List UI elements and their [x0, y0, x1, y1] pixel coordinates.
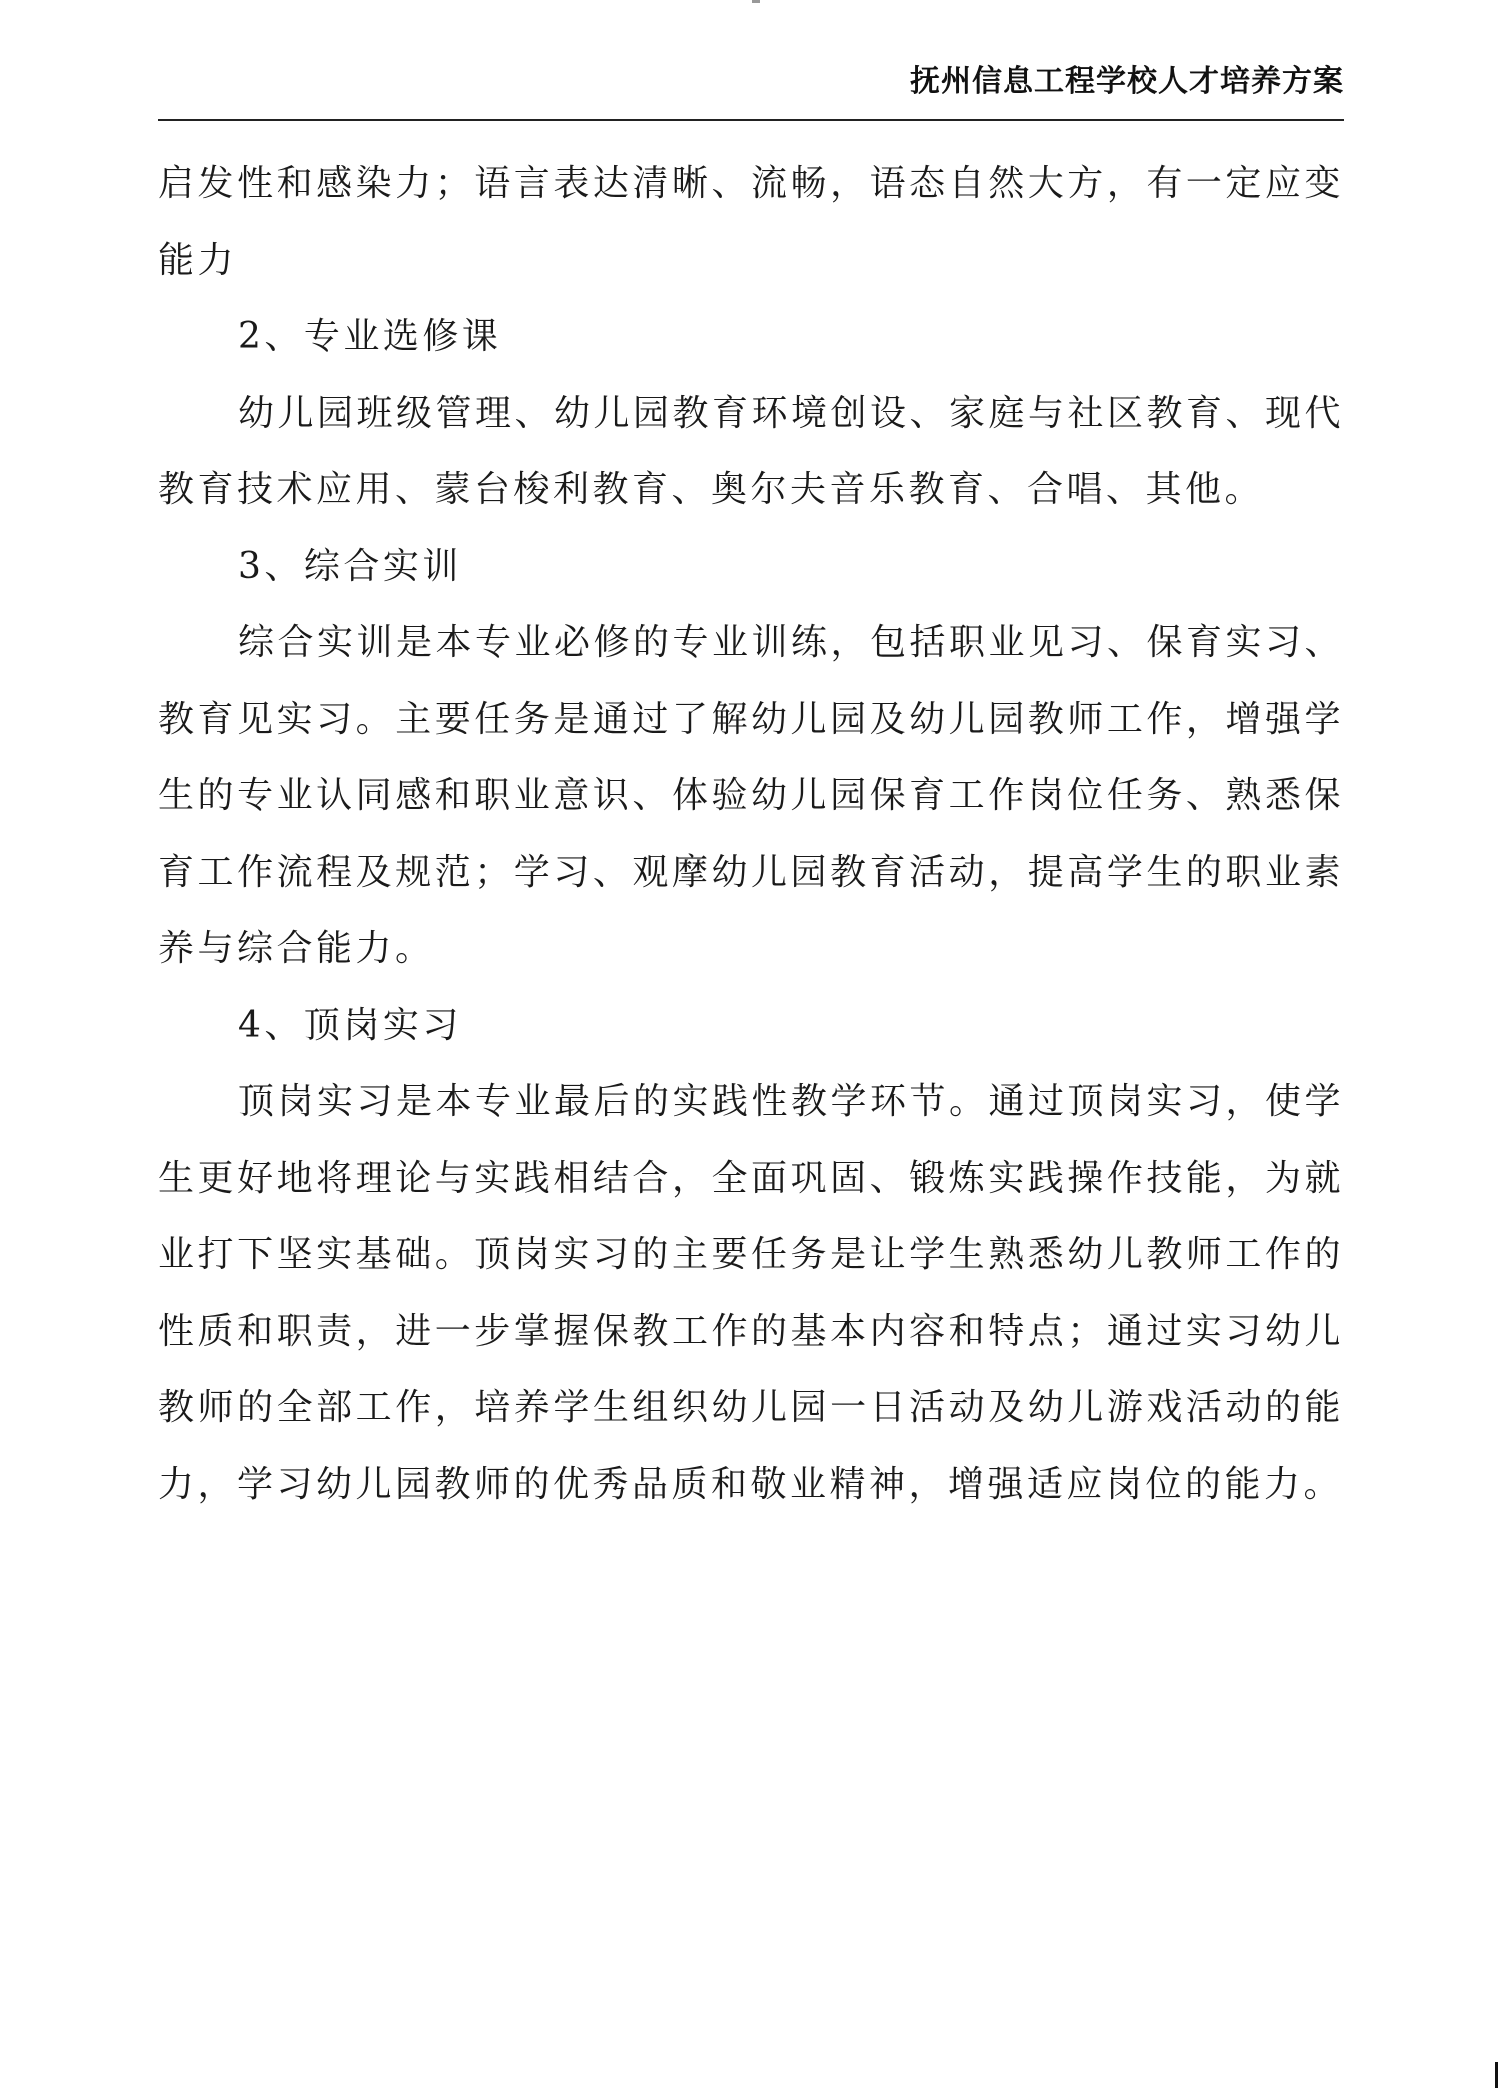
paragraph-internship: 顶岗实习是本专业最后的实践性教学环节。通过顶岗实习，使学生更好地将理论与实践相结合，全面巩固、锻炼实践操作技能，为就业打下坚实基础。顶岗实习的主要任务是让学生熟悉幼儿教师工作的性质和职责，进一步掌握保教工作的基本内容和特点；通过实习幼儿教师的全部工作，培养学生组织幼儿园一日活动及幼儿游戏活动的能力，学习幼儿园教师的优秀品质和敬业精神，增强适应岗位的能力。: [158, 1081, 1345, 1505]
section-heading-comprehensive-training: 3、综合实训: [238, 545, 462, 587]
page-corner-mark: [1495, 2062, 1498, 2088]
page-top-mark: [752, 0, 760, 3]
header-divider: [158, 119, 1344, 121]
page-header-title: 抚州信息工程学校人才培养方案: [910, 64, 1344, 99]
paragraph-continuation: 启发性和感染力；语言表达清晰、流畅，语态自然大方，有一定应变能力: [158, 163, 1344, 281]
paragraph-comprehensive-training: 综合实训是本专业必修的专业训练，包括职业见习、保育实习、教育见实习。主要任务是通过了解幼儿园及幼儿园教师工作，增强学生的专业认同感和职业意识、体验幼儿园保育工作岗位任务、熟悉保育工作流程及规范；学习、观摩幼儿园教育活动，提高学生的职业素养与综合能力。: [158, 622, 1345, 969]
section-heading-elective-courses: 2、专业选修课: [238, 316, 502, 357]
paragraph-elective-courses: 幼儿园班级管理、幼儿园教育环境创设、家庭与社区教育、现代教育技术应用、蒙台梭利教育、奥尔夫音乐教育、合唱、其他。: [158, 392, 1345, 510]
document-body: [158, 146, 1344, 1523]
section-heading-internship: 4、顶岗实习: [238, 1004, 462, 1046]
